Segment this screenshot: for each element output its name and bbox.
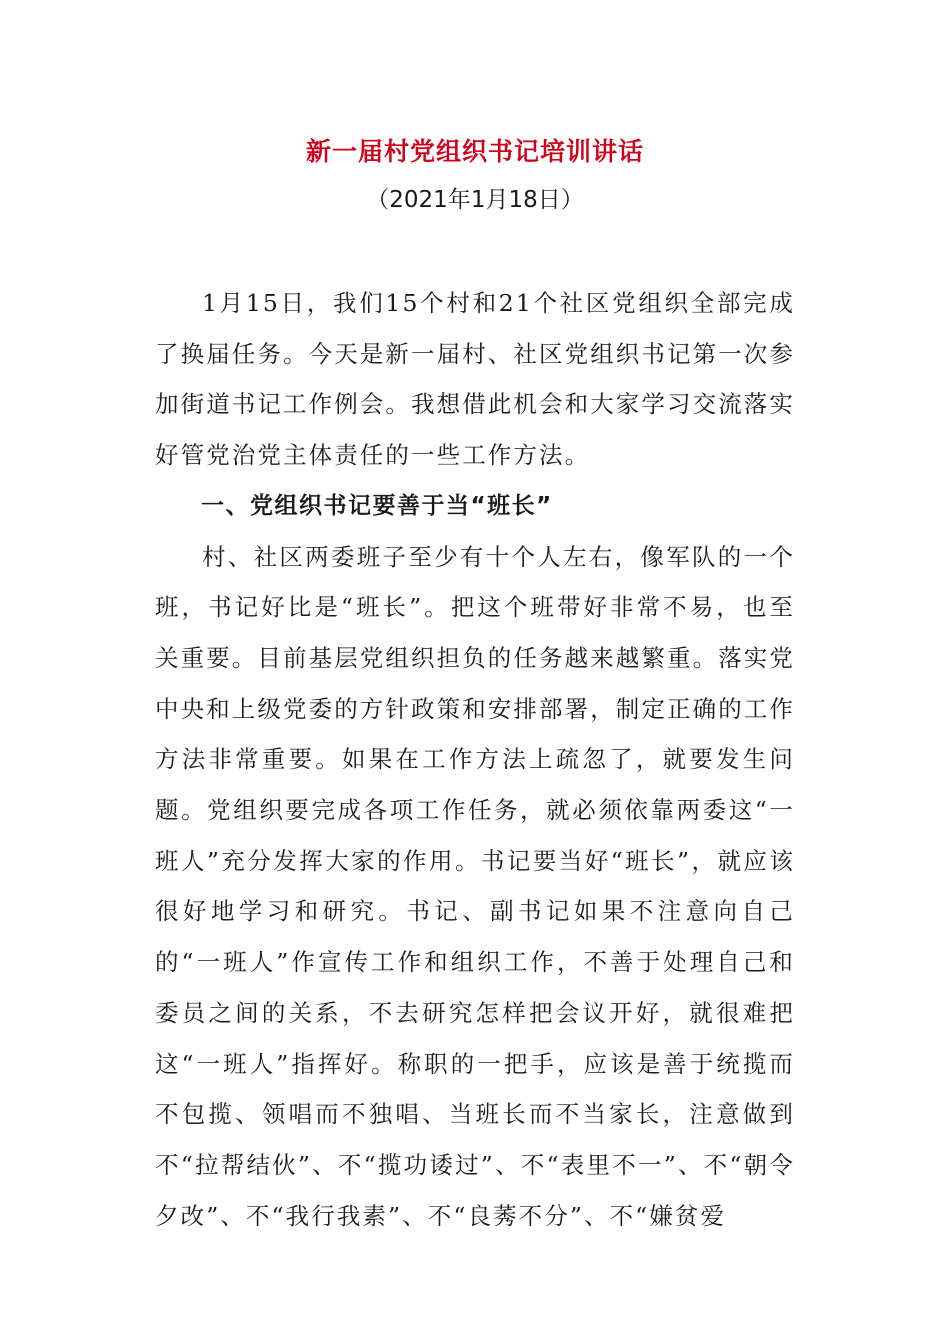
document-date: （2021年1月18日） [366,187,584,213]
document-body [155,278,795,1241]
intro-paragraph: 1月15日，我们15个村和21个社区党组织全部完成了换届任务。今天是新一届村、社区党组织书记第一次参加街道书记工作例会。我想借此机会和大家学习交流落实好管党治党主体责任的一些工作方法。 [155,289,795,470]
document-title: 新一届村党组织书记培训讲话 [305,137,644,166]
section-heading: 一、党组织书记要善于当“班长” [201,492,553,519]
section-paragraph: 村、社区两委班子至少有十个人左右，像军队的一个班，书记好比是“班长”。把这个班带好非常不易，也至关重要。目前基层党组织担负的任务越来越繁重。落实党中央和上级党委的方针政策和安排部署，制定正确的工作方法非常重要。如果在工作方法上疏忽了，就要发生问题。党组织要完成各项工作任务，就必须依靠两委这“一班人”充分发挥大家的作用。书记要当好“班长”，就应该很好地学习和研究。书记、副书记如果不注意向自己的“一班人”作宣传工作和组织工作，不善于处理自己和委员之间的关系，不去研究怎样把会议开好，就很难把这“一班人”指挥好。称职的一把手，应该是善于统揽而不包揽、领唱而不独唱、当班长而不当家长，注意做到不“拉帮结伙”、不“揽功诿过”、不“表里不一”、不“朝令夕改”、不“我行我素”、不“良莠不分”、不“嫌贫爱 [155,542,795,1230]
